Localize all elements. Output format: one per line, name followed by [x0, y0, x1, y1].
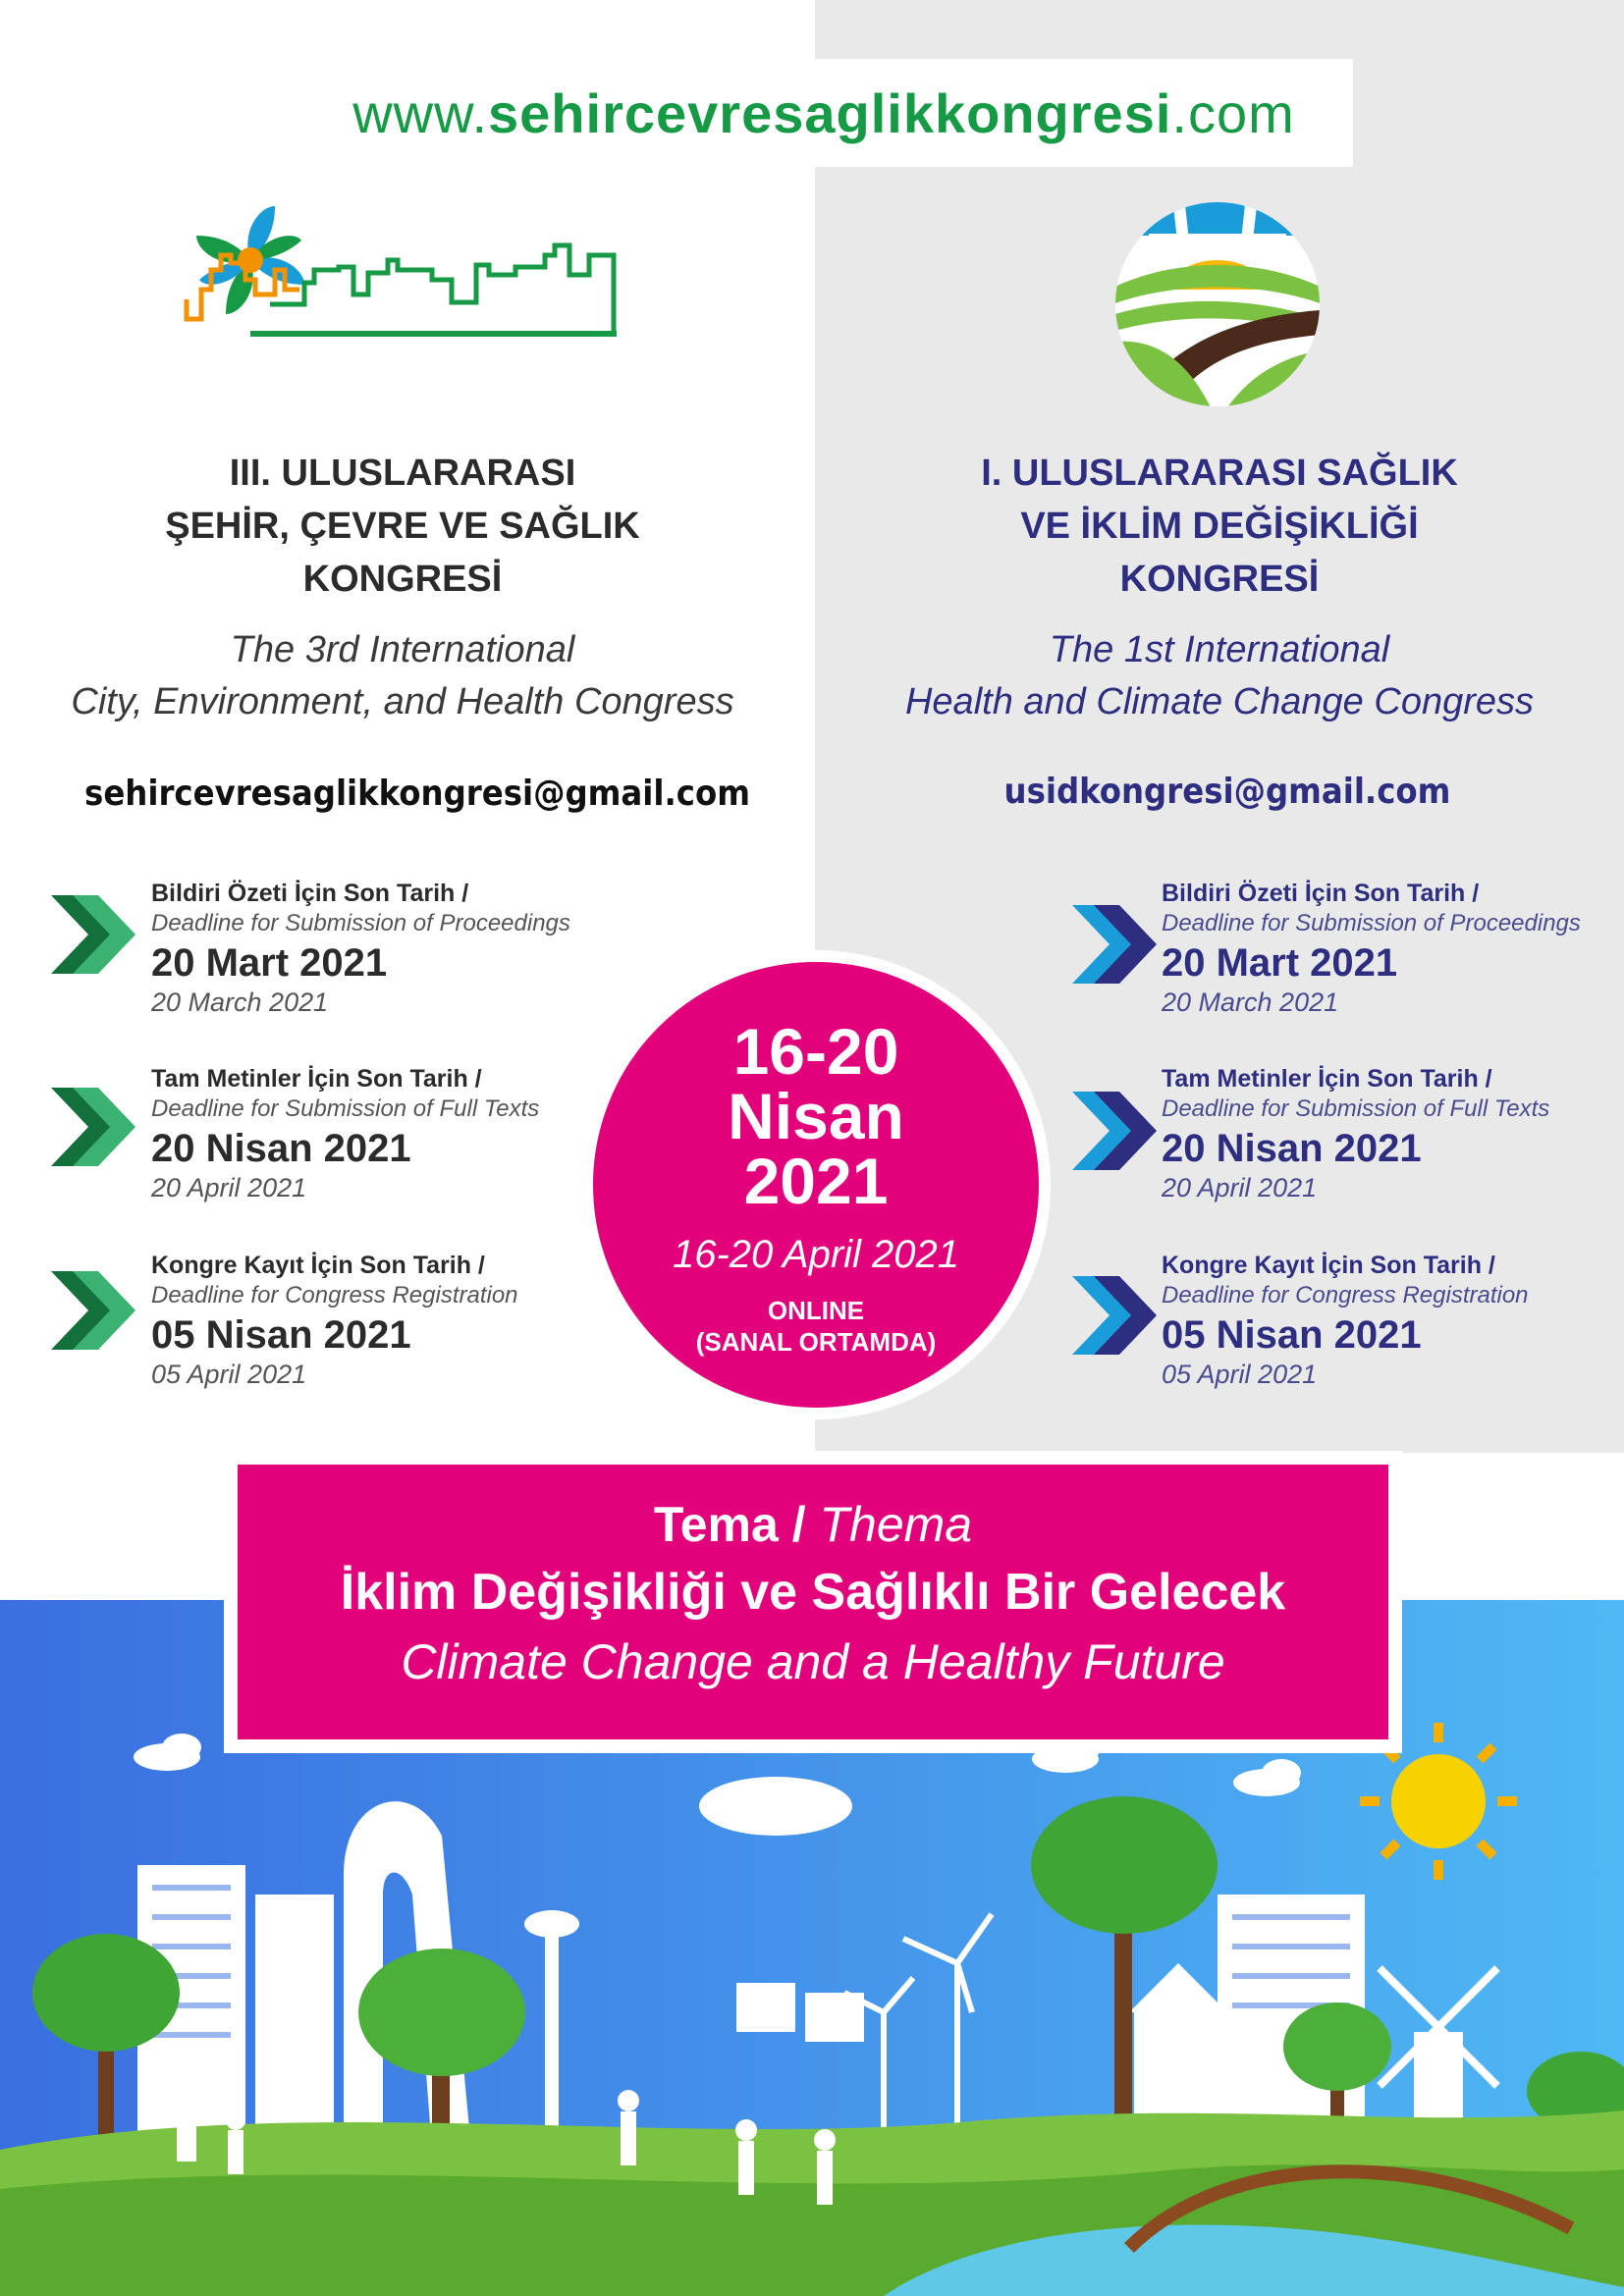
right-congress-title — [846, 447, 1593, 606]
right-deadline-registration — [1162, 1250, 1624, 1389]
theme-label-line — [238, 1492, 1388, 1557]
chevron-right-icon — [1072, 905, 1157, 984]
deadline-date-en: 20 March 2021 — [151, 988, 329, 1017]
chevron-right-icon — [51, 1088, 135, 1166]
badge-dates-line-1: 16-20 — [732, 1015, 899, 1088]
deadline-date-en: 20 April 2021 — [151, 1173, 307, 1202]
badge-dates-en: 16-20 April 2021 — [672, 1233, 960, 1276]
deadline-label: Tam Metinler İçin Son Tarih / — [151, 1065, 482, 1093]
theme-banner-inner — [238, 1465, 1388, 1739]
right-title-line-3: KONGRESİ — [1119, 559, 1320, 600]
event-date-badge — [581, 950, 1051, 1419]
deadline-date-en: 05 April 2021 — [1162, 1360, 1318, 1389]
chevron-right-icon — [51, 895, 135, 974]
right-title-line-2: VE İKLİM DEĞİŞİKLİĞİ — [1020, 506, 1419, 547]
chevron-right-icon — [1072, 1276, 1157, 1355]
badge-mode-line-2: (SANAL ORTAMDA) — [695, 1327, 937, 1357]
left-deadline-abstract — [151, 878, 662, 1017]
deadline-label: Kongre Kayıt İçin Son Tarih / — [1162, 1252, 1495, 1279]
deadline-date: 20 Mart 2021 — [1162, 941, 1398, 985]
theme-label: Tema — [653, 1497, 779, 1552]
deadline-date-en: 20 April 2021 — [1162, 1173, 1318, 1202]
theme-label-en: Thema — [819, 1497, 973, 1552]
deadline-label: Bildiri Özeti İçin Son Tarih / — [151, 880, 469, 907]
theme-title: İklim Değişikliği ve Sağlıklı Bir Gelecek — [340, 1564, 1286, 1621]
deadline-date: 05 Nisan 2021 — [1162, 1313, 1422, 1357]
deadline-label-en: Deadline for Congress Registration — [151, 1282, 518, 1308]
chevron-right-icon — [1072, 1092, 1157, 1170]
city-congress-logo — [177, 196, 638, 417]
deadline-date-en: 05 April 2021 — [151, 1360, 307, 1389]
deadline-date: 05 Nisan 2021 — [151, 1313, 411, 1357]
url-suffix: .com — [1171, 81, 1295, 144]
left-deadline-registration — [151, 1250, 662, 1389]
right-deadline-abstract — [1162, 878, 1624, 1017]
right-subtitle-line-2: Health and Climate Change Congress — [904, 681, 1535, 722]
right-title-line-1: I. ULUSLARARASI SAĞLIK — [981, 453, 1458, 494]
deadline-date-en: 20 March 2021 — [1162, 988, 1339, 1017]
badge-dates-line-2: Nisan — [728, 1080, 904, 1152]
health-climate-congress-logo — [1110, 196, 1326, 412]
theme-label-separator: / — [778, 1497, 820, 1552]
right-subtitle-line-1: The 1st International — [1049, 629, 1390, 670]
badge-dates-line-3: 2021 — [743, 1145, 889, 1217]
url-main: sehircevresaglikkongresi — [488, 81, 1172, 144]
deadline-label-en: Deadline for Submission of Full Texts — [151, 1095, 540, 1122]
left-title-line-3: KONGRESİ — [302, 559, 503, 600]
left-subtitle-line-2: City, Environment, and Health Congress — [71, 681, 734, 722]
chevron-right-icon — [51, 1271, 135, 1350]
right-congress-subtitle — [846, 624, 1593, 728]
deadline-date: 20 Mart 2021 — [151, 941, 388, 985]
left-congress-subtitle — [29, 624, 776, 728]
left-title-line-1: III. ULUSLARARASI — [229, 453, 576, 494]
deadline-label-en: Deadline for Submission of Proceedings — [1162, 910, 1581, 936]
deadline-label: Tam Metinler İçin Son Tarih / — [1162, 1065, 1492, 1093]
theme-title-en: Climate Change and a Healthy Future — [401, 1634, 1225, 1689]
website-url[interactable] — [295, 59, 1353, 167]
deadline-label-en: Deadline for Congress Registration — [1162, 1282, 1529, 1308]
left-email[interactable]: sehircevresaglikkongresi@gmail.com — [84, 774, 750, 814]
left-subtitle-line-1: The 3rd International — [230, 629, 575, 670]
deadline-label: Kongre Kayıt İçin Son Tarih / — [151, 1252, 485, 1279]
left-congress-title — [29, 447, 776, 606]
badge-mode-line-1: ONLINE — [767, 1296, 865, 1325]
right-deadline-fulltext — [1162, 1063, 1624, 1202]
deadline-label-en: Deadline for Submission of Proceedings — [151, 910, 570, 936]
deadline-date: 20 Nisan 2021 — [151, 1127, 411, 1170]
right-email[interactable]: usidkongresi@gmail.com — [1003, 772, 1451, 812]
theme-banner — [224, 1451, 1402, 1753]
deadline-date: 20 Nisan 2021 — [1162, 1127, 1422, 1170]
url-prefix: www. — [352, 81, 489, 144]
deadline-label: Bildiri Özeti İçin Son Tarih / — [1162, 880, 1480, 907]
deadline-label-en: Deadline for Submission of Full Texts — [1162, 1095, 1550, 1122]
left-title-line-2: ŞEHİR, ÇEVRE VE SAĞLIK — [165, 506, 640, 547]
